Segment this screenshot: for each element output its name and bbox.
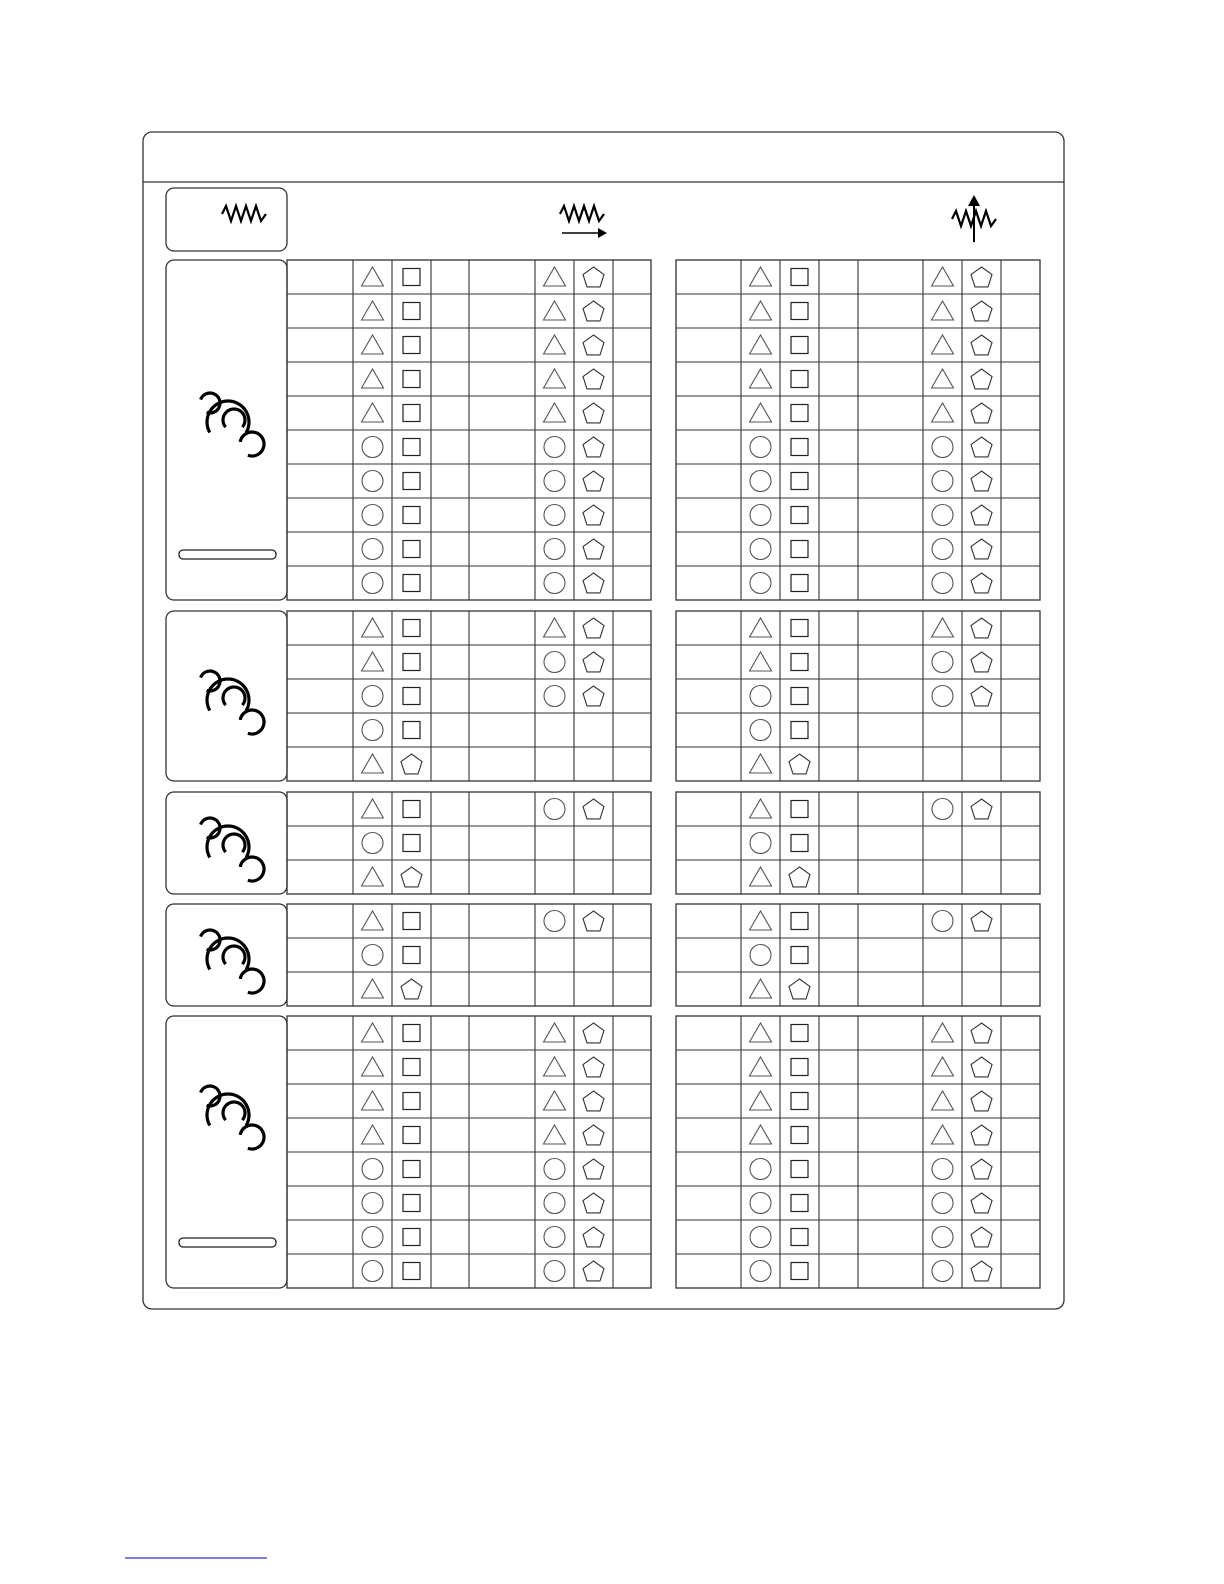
triangle-icon <box>750 652 772 671</box>
table-row <box>362 573 604 594</box>
circle-icon <box>932 652 953 673</box>
circle-icon <box>750 833 771 854</box>
triangle-icon <box>544 335 566 354</box>
circle-icon <box>544 686 565 707</box>
table-row <box>750 267 993 287</box>
coil-symbol-icon <box>201 393 264 456</box>
triangle-icon <box>750 911 772 930</box>
coil-symbol-icon <box>201 930 264 993</box>
square-icon <box>791 688 808 705</box>
pentagon-icon <box>971 573 992 593</box>
resistor-arrow-icon <box>560 206 607 238</box>
triangle-icon <box>750 267 772 286</box>
pentagon-icon <box>583 437 604 457</box>
table-row <box>362 1057 605 1077</box>
table-row <box>750 301 993 321</box>
pentagon-icon <box>789 979 810 999</box>
triangle-icon <box>544 369 566 388</box>
table-row <box>750 1159 992 1180</box>
circle-icon <box>932 686 953 707</box>
square-icon <box>403 1093 420 1110</box>
table-row <box>362 1159 604 1180</box>
pentagon-icon <box>971 1193 992 1213</box>
square-icon <box>791 473 808 490</box>
table-row <box>362 1227 604 1248</box>
table-row <box>362 437 604 458</box>
circle-icon <box>932 539 953 560</box>
circle-icon <box>750 1227 771 1248</box>
table-row <box>362 539 604 560</box>
pentagon-icon <box>583 1023 604 1043</box>
square-icon <box>403 801 420 818</box>
pentagon-icon <box>583 1193 604 1213</box>
table-row <box>362 911 605 932</box>
pentagon-icon <box>971 1091 992 1111</box>
table-row <box>750 369 993 389</box>
table-row <box>750 1023 993 1043</box>
table-row <box>750 437 992 458</box>
circle-icon <box>932 1193 953 1214</box>
triangle-icon <box>362 335 384 354</box>
triangle-icon <box>750 754 772 773</box>
table-row <box>362 1193 604 1214</box>
pentagon-icon <box>583 1091 604 1111</box>
triangle-icon <box>362 1125 384 1144</box>
square-icon <box>791 654 808 671</box>
circle-icon <box>362 1193 383 1214</box>
table-row <box>750 1193 992 1214</box>
table-row <box>362 1023 605 1043</box>
table-row <box>362 1125 605 1145</box>
square-icon <box>791 1161 808 1178</box>
pentagon-icon <box>971 267 992 287</box>
table-row <box>362 618 605 638</box>
square-icon <box>791 1093 808 1110</box>
pentagon-icon <box>971 1023 992 1043</box>
table-row <box>750 911 993 932</box>
circle-icon <box>544 652 565 673</box>
triangle-icon <box>932 1023 954 1042</box>
pentagon-icon <box>583 911 604 931</box>
table-row <box>750 403 993 423</box>
triangle-icon <box>544 267 566 286</box>
table-row <box>750 652 993 673</box>
square-icon <box>791 947 808 964</box>
circle-icon <box>750 573 771 594</box>
circle-icon <box>932 471 953 492</box>
table-row <box>362 833 420 854</box>
table-row <box>750 1227 992 1248</box>
triangle-icon <box>362 267 384 286</box>
triangle-icon <box>362 1057 384 1076</box>
table-row <box>362 267 605 287</box>
square-icon <box>403 1127 420 1144</box>
section-5 <box>166 1016 1040 1288</box>
table-right <box>676 260 1040 600</box>
section-1 <box>166 260 1040 600</box>
circle-icon <box>750 437 771 458</box>
table-row <box>750 505 992 526</box>
pentagon-icon <box>971 1159 992 1179</box>
square-icon <box>403 303 420 320</box>
triangle-icon <box>362 754 384 773</box>
circle-icon <box>362 573 383 594</box>
triangle-icon <box>362 369 384 388</box>
triangle-icon <box>932 267 954 286</box>
pentagon-icon <box>971 618 992 638</box>
table-row <box>750 720 808 741</box>
table-row <box>362 1261 604 1282</box>
triangle-icon <box>932 301 954 320</box>
pentagon-icon <box>401 979 422 999</box>
circle-icon <box>362 471 383 492</box>
circle-icon <box>362 1261 383 1282</box>
circle-icon <box>362 1159 383 1180</box>
triangle-icon <box>750 1091 772 1110</box>
triangle-icon <box>544 1023 566 1042</box>
square-icon <box>403 337 420 354</box>
pentagon-icon <box>971 369 992 389</box>
square-icon <box>403 269 420 286</box>
table-left <box>287 1016 651 1288</box>
triangle-icon <box>362 1023 384 1042</box>
triangle-icon <box>932 1125 954 1144</box>
table-right <box>676 792 1040 894</box>
coil-symbol-icon <box>201 1086 264 1149</box>
circle-icon <box>362 720 383 741</box>
triangle-icon <box>750 369 772 388</box>
pentagon-icon <box>971 471 992 491</box>
square-icon <box>403 1025 420 1042</box>
pentagon-icon <box>583 403 604 423</box>
circle-icon <box>750 1261 771 1282</box>
table-row <box>362 945 420 966</box>
table-row <box>362 471 604 492</box>
circle-icon <box>362 945 383 966</box>
triangle-icon <box>362 979 384 998</box>
pentagon-icon <box>583 301 604 321</box>
circle-icon <box>362 539 383 560</box>
table-row <box>750 1057 993 1077</box>
square-icon <box>403 1229 420 1246</box>
section-label-panel <box>166 260 287 600</box>
square-icon <box>791 337 808 354</box>
square-icon <box>791 439 808 456</box>
pentagon-icon <box>971 686 992 706</box>
table-left <box>287 904 651 1006</box>
circle-icon <box>362 437 383 458</box>
triangle-icon <box>362 867 384 886</box>
square-icon <box>791 801 808 818</box>
pentagon-icon <box>971 505 992 525</box>
pentagon-icon <box>583 686 604 706</box>
triangle-icon <box>750 979 772 998</box>
triangle-icon <box>750 618 772 637</box>
section-label-panel <box>166 792 287 894</box>
table-row <box>750 799 993 820</box>
pentagon-icon <box>971 403 992 423</box>
section-label-panel <box>166 904 287 1006</box>
circle-icon <box>750 505 771 526</box>
pentagon-icon <box>971 301 992 321</box>
value-bar <box>179 1238 276 1247</box>
pentagon-icon <box>971 1125 992 1145</box>
circle-icon <box>544 539 565 560</box>
pentagon-icon <box>789 754 810 774</box>
square-icon <box>791 541 808 558</box>
table-row <box>750 335 993 355</box>
square-icon <box>403 371 420 388</box>
pentagon-icon <box>583 369 604 389</box>
triangle-icon <box>932 369 954 388</box>
circle-icon <box>544 505 565 526</box>
circle-icon <box>932 1261 953 1282</box>
triangle-icon <box>750 867 772 886</box>
circle-icon <box>544 471 565 492</box>
triangle-icon <box>750 1125 772 1144</box>
square-icon <box>403 575 420 592</box>
circle-icon <box>544 437 565 458</box>
square-icon <box>791 620 808 637</box>
square-icon <box>403 722 420 739</box>
value-bar <box>179 550 276 559</box>
triangle-icon <box>362 652 384 671</box>
pentagon-icon <box>583 505 604 525</box>
square-icon <box>791 303 808 320</box>
square-icon <box>403 835 420 852</box>
triangle-icon <box>544 1125 566 1144</box>
resistor-icon <box>222 206 266 221</box>
table-row <box>750 1091 993 1111</box>
square-icon <box>403 1161 420 1178</box>
square-icon <box>403 688 420 705</box>
pentagon-icon <box>971 539 992 559</box>
table-right <box>676 611 1040 781</box>
circle-icon <box>750 720 771 741</box>
triangle-icon <box>932 618 954 637</box>
section-3 <box>166 792 1040 894</box>
pentagon-icon <box>583 1125 604 1145</box>
pentagon-icon <box>583 267 604 287</box>
square-icon <box>791 405 808 422</box>
pentagon-icon <box>583 1159 604 1179</box>
table-row <box>362 369 605 389</box>
coil-symbol-icon <box>201 818 264 881</box>
triangle-icon <box>750 1057 772 1076</box>
pentagon-icon <box>789 867 810 887</box>
pentagon-icon <box>583 573 604 593</box>
pentagon-icon <box>971 911 992 931</box>
triangle-icon <box>932 403 954 422</box>
square-icon <box>403 541 420 558</box>
table-row <box>362 1091 605 1111</box>
table-row <box>750 471 992 492</box>
table-row <box>362 403 605 423</box>
pentagon-icon <box>583 618 604 638</box>
circle-icon <box>544 911 565 932</box>
pentagon-icon <box>401 754 422 774</box>
pentagon-icon <box>583 1261 604 1281</box>
table-row <box>750 1125 993 1145</box>
table-left <box>287 260 651 600</box>
circle-icon <box>362 833 383 854</box>
square-icon <box>403 947 420 964</box>
table-row <box>750 686 992 707</box>
pentagon-icon <box>583 652 604 672</box>
pentagon-icon <box>583 539 604 559</box>
pentagon-icon <box>971 1261 992 1281</box>
triangle-icon <box>932 335 954 354</box>
square-icon <box>791 575 808 592</box>
circle-icon <box>750 945 771 966</box>
triangle-icon <box>362 618 384 637</box>
square-icon <box>403 507 420 524</box>
square-icon <box>791 507 808 524</box>
coil-symbol-icon <box>201 671 264 734</box>
header-icon-box <box>166 188 287 251</box>
square-icon <box>791 1127 808 1144</box>
circle-icon <box>544 1159 565 1180</box>
table-row <box>750 618 993 638</box>
table-row <box>362 505 604 526</box>
table-row <box>750 573 992 594</box>
section-label-panel <box>166 611 287 781</box>
pentagon-icon <box>971 1227 992 1247</box>
triangle-icon <box>544 1057 566 1076</box>
square-icon <box>791 1229 808 1246</box>
circle-icon <box>932 437 953 458</box>
square-icon <box>791 371 808 388</box>
circle-icon <box>544 573 565 594</box>
table-row <box>362 686 604 707</box>
square-icon <box>791 835 808 852</box>
square-icon <box>791 269 808 286</box>
circle-icon <box>932 799 953 820</box>
pentagon-icon <box>583 335 604 355</box>
table-row <box>362 652 605 673</box>
triangle-icon <box>750 335 772 354</box>
square-icon <box>791 1263 808 1280</box>
triangle-icon <box>750 799 772 818</box>
table-left <box>287 611 651 781</box>
square-icon <box>403 654 420 671</box>
sections <box>166 260 1040 1288</box>
pentagon-icon <box>971 335 992 355</box>
table-right <box>676 1016 1040 1288</box>
circle-icon <box>932 505 953 526</box>
table-row <box>750 539 992 560</box>
triangle-icon <box>362 799 384 818</box>
pentagon-icon <box>401 867 422 887</box>
square-icon <box>403 1059 420 1076</box>
pentagon-icon <box>583 1227 604 1247</box>
square-icon <box>403 1195 420 1212</box>
circle-icon <box>544 799 565 820</box>
circle-icon <box>750 1193 771 1214</box>
square-icon <box>403 913 420 930</box>
circle-icon <box>750 686 771 707</box>
triangle-icon <box>750 403 772 422</box>
square-icon <box>791 913 808 930</box>
pentagon-icon <box>583 471 604 491</box>
section-4 <box>166 904 1040 1006</box>
square-icon <box>791 1195 808 1212</box>
triangle-icon <box>362 301 384 320</box>
square-icon <box>791 1025 808 1042</box>
square-icon <box>403 1263 420 1280</box>
variable-resistor-icon <box>952 195 996 242</box>
pentagon-icon <box>971 799 992 819</box>
circle-icon <box>362 505 383 526</box>
triangle-icon <box>932 1057 954 1076</box>
table-row <box>362 335 605 355</box>
square-icon <box>403 473 420 490</box>
triangle-icon <box>362 911 384 930</box>
circle-icon <box>362 686 383 707</box>
triangle-icon <box>362 403 384 422</box>
triangle-icon <box>750 1023 772 1042</box>
pentagon-icon <box>583 799 604 819</box>
triangle-icon <box>544 1091 566 1110</box>
table-row <box>750 945 808 966</box>
square-icon <box>403 405 420 422</box>
table-right <box>676 904 1040 1006</box>
triangle-icon <box>544 301 566 320</box>
square-icon <box>403 439 420 456</box>
triangle-icon <box>362 1091 384 1110</box>
table-row <box>750 833 808 854</box>
circle-icon <box>544 1193 565 1214</box>
square-icon <box>791 1059 808 1076</box>
section-2 <box>166 611 1040 781</box>
triangle-icon <box>544 618 566 637</box>
square-icon <box>791 722 808 739</box>
pentagon-icon <box>971 437 992 457</box>
circle-icon <box>544 1261 565 1282</box>
circle-icon <box>932 1159 953 1180</box>
table-left <box>287 792 651 894</box>
circle-icon <box>932 911 953 932</box>
pentagon-icon <box>583 1057 604 1077</box>
triangle-icon <box>932 1091 954 1110</box>
circle-icon <box>544 1227 565 1248</box>
circle-icon <box>750 471 771 492</box>
circle-icon <box>750 539 771 560</box>
header-icons <box>166 188 996 251</box>
table-row <box>750 1261 992 1282</box>
circle-icon <box>932 1227 953 1248</box>
table-row <box>362 799 605 820</box>
triangle-icon <box>750 301 772 320</box>
table-row <box>362 720 420 741</box>
circle-icon <box>362 1227 383 1248</box>
triangle-icon <box>544 403 566 422</box>
circle-icon <box>932 573 953 594</box>
square-icon <box>403 620 420 637</box>
circle-icon <box>750 1159 771 1180</box>
pentagon-icon <box>971 652 992 672</box>
table-row <box>362 301 605 321</box>
pentagon-icon <box>971 1057 992 1077</box>
